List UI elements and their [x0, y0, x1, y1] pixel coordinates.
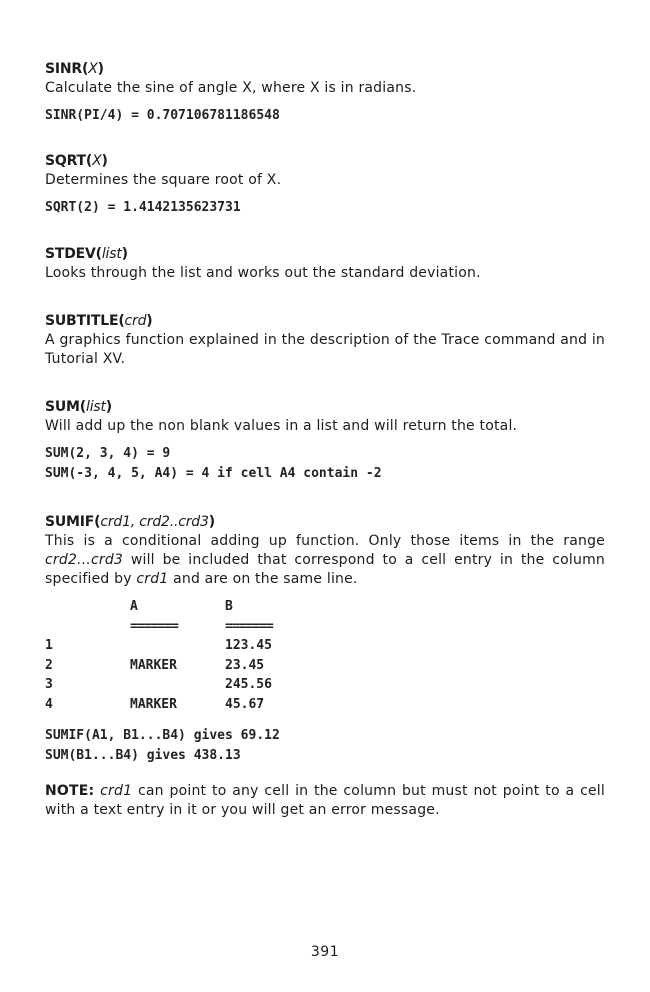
entry-sqrt	[45, 152, 605, 218]
column-header-b: B	[225, 599, 233, 614]
function-heading: STDEV(list)	[45, 246, 128, 262]
entry-sumif	[45, 513, 605, 766]
table-row: 2 MARKER 23.45	[45, 657, 265, 673]
code-example: SINR(PI/4) = 0.707106781186548	[45, 108, 280, 123]
function-heading: SUM(list)	[45, 399, 112, 415]
page-body	[45, 60, 605, 820]
entry-sum	[45, 398, 605, 484]
function-heading: SQRT(X)	[45, 153, 108, 169]
note-paragraph: NOTE: crd1 can point to any cell in the column but must not point to a cell with a text entry in it or you will get an error message.	[45, 783, 605, 818]
function-description: Calculate the sine of angle X, where X is in radians.	[45, 80, 417, 96]
code-example: SUM(-3, 4, 5, A4) = 4 if cell A4 contain -2	[45, 466, 382, 481]
function-description: Determines the square root of X.	[45, 172, 282, 188]
table-row: 1 123.45	[45, 638, 272, 653]
table-row: 3 245.56	[45, 677, 272, 692]
function-heading: SUBTITLE(crd)	[45, 313, 153, 329]
entry-sinr	[45, 60, 605, 126]
function-description: Looks through the list and works out the standard deviation.	[45, 265, 481, 281]
code-example: SUM(B1...B4) gives 438.13	[45, 748, 241, 763]
column-header-a: A	[130, 599, 138, 614]
example-table	[45, 597, 605, 714]
function-heading: SINR(X)	[45, 61, 104, 77]
entry-subtitle	[45, 312, 605, 369]
table-header-row	[45, 597, 605, 617]
note-label: NOTE:	[45, 783, 95, 799]
entry-stdev	[45, 245, 605, 283]
code-example: SUM(2, 3, 4) = 9	[45, 446, 171, 461]
function-heading: SUMIF(crd1, crd2..crd3)	[45, 514, 215, 530]
table-underline-row: ======= =======	[130, 618, 273, 634]
function-description: A graphics function explained in the description of the Trace command and in Tutorial XV.	[45, 332, 605, 367]
function-description: Will add up the non blank values in a list and will return the total.	[45, 418, 518, 434]
code-example: SUMIF(A1, B1...B4) gives 69.12	[45, 728, 280, 743]
page-number: 391	[310, 944, 340, 960]
table-row: 4 MARKER 45.67	[45, 696, 265, 712]
code-example: SQRT(2) = 1.4142135623731	[45, 200, 241, 215]
function-description: This is a conditional adding up function. Only those items in the range crd2...crd3 will be included that correspond to a cell entry in the column specified by crd1 and are on the same line.	[45, 533, 605, 587]
